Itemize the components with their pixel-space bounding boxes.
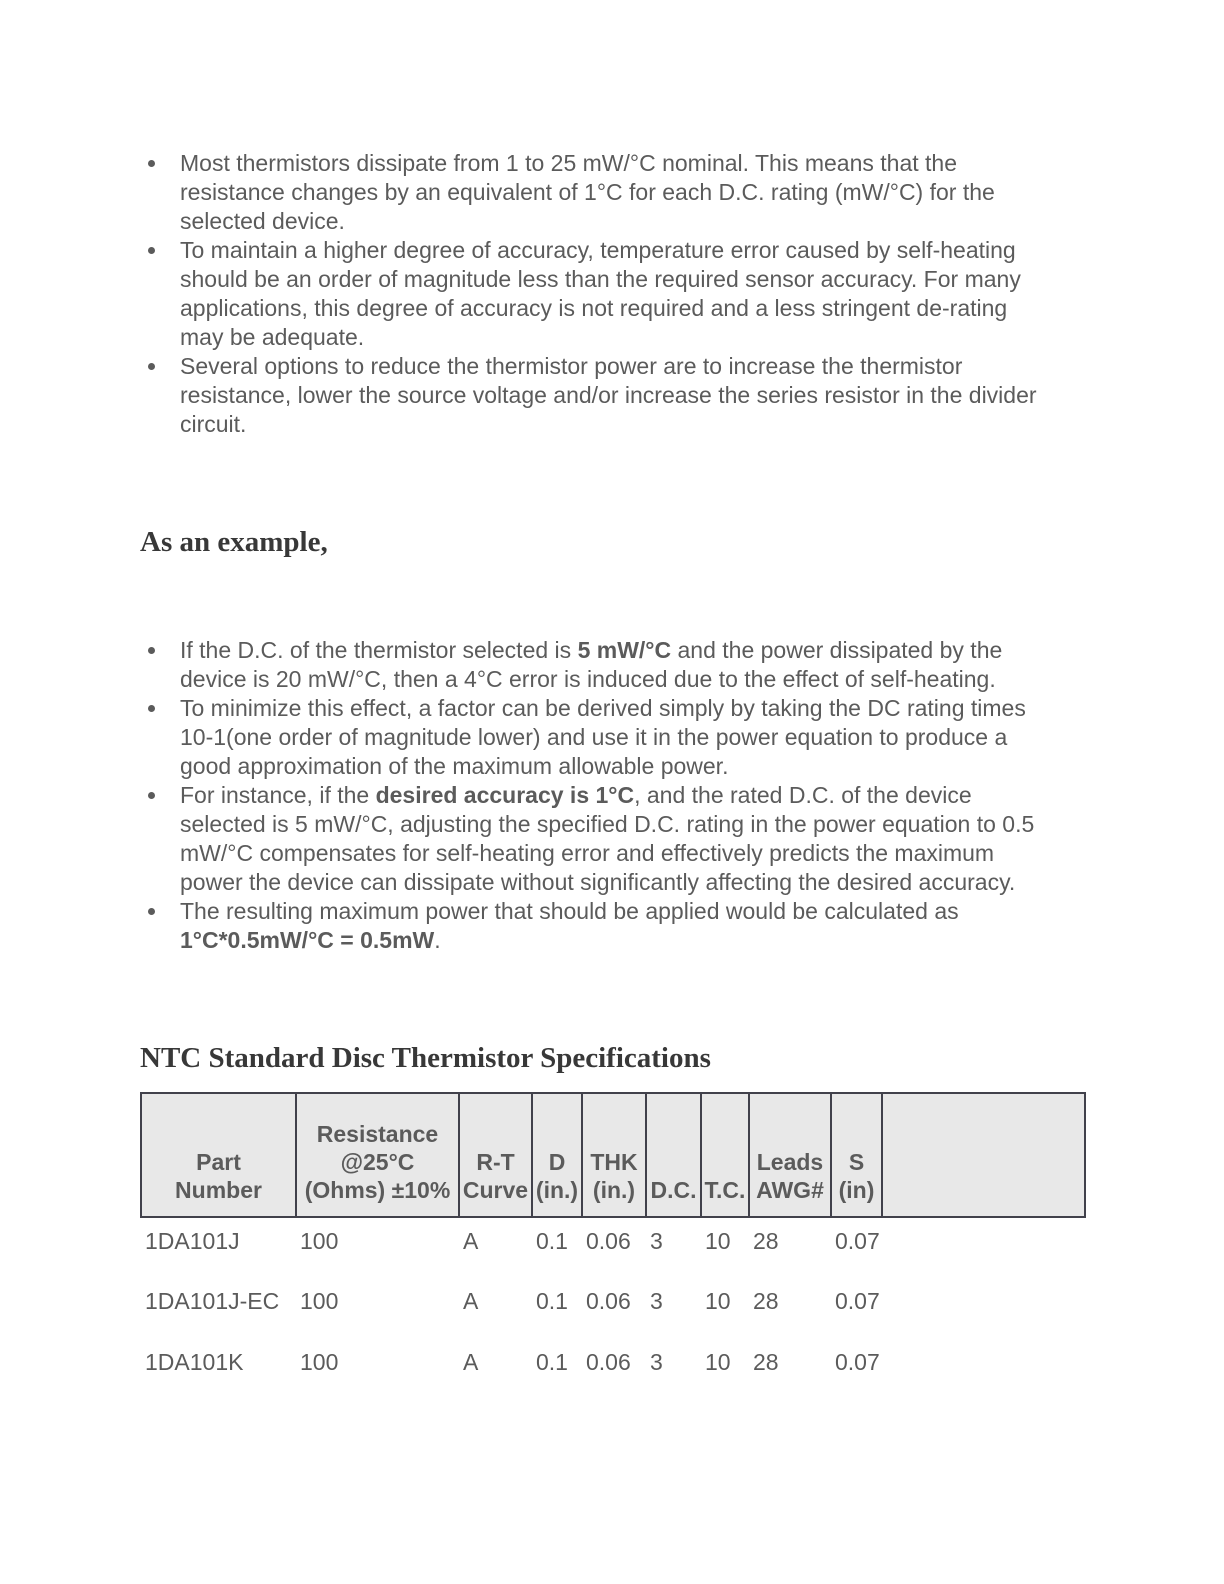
- table-cell: 0.06: [586, 1288, 631, 1314]
- table-cell: 28: [753, 1288, 779, 1314]
- bullet-text: Most thermistors dissipate from 1 to 25 mW/°C nominal. This means that the resistance changes by an equivalent of 1°C for each D.C. rating (mW/°C) for the selected device.: [180, 150, 995, 234]
- bullet-icon: [148, 908, 155, 915]
- table-cell: 100: [300, 1288, 339, 1314]
- table-cell: 3: [650, 1228, 663, 1254]
- bullet-item: [140, 352, 1072, 439]
- section-heading-as-an-example: As an example,: [140, 526, 328, 558]
- table-cell: [882, 1217, 1085, 1278]
- table-cell: 3: [650, 1288, 663, 1314]
- column-header: THK (in.): [582, 1093, 646, 1217]
- table-cell: 0.1: [536, 1349, 568, 1375]
- bullet-item: [140, 149, 1072, 236]
- table-cell: 100: [300, 1228, 339, 1254]
- spec-table-body: [141, 1217, 1085, 1400]
- table-cell: A: [463, 1228, 479, 1254]
- column-header: Part Number: [141, 1093, 296, 1217]
- table-cell: 0.07: [835, 1288, 880, 1314]
- table-cell: [882, 1339, 1085, 1400]
- bullet-icon: [148, 363, 155, 370]
- bullet-item: [140, 897, 1072, 955]
- section-heading-ntc-specs: NTC Standard Disc Thermistor Specifications: [140, 1042, 711, 1074]
- bullet-list-example-notes: [140, 636, 1072, 955]
- table-cell: A: [463, 1349, 479, 1375]
- spec-table-header: [141, 1093, 1085, 1217]
- bullet-text: For instance, if the desired accuracy is 1°C, and the rated D.C. of the device selected is 5 mW/°C, adjusting the specified D.C. rating in the power equation to 0.5 mW/°C compensates for self-heating error and effectively predicts the maximum power the device can dissipate without significantly affecting the desired accuracy.: [180, 782, 1035, 895]
- table-cell: 0.06: [586, 1349, 631, 1375]
- bullet-icon: [148, 160, 155, 167]
- table-cell: A: [463, 1288, 479, 1314]
- table-cell: 0.07: [835, 1228, 880, 1254]
- column-header: D.C.: [646, 1093, 701, 1217]
- column-header: Resistance @25°C (Ohms) ±10%: [296, 1093, 459, 1217]
- table-cell: 0.1: [536, 1228, 568, 1254]
- table-cell: [882, 1278, 1085, 1339]
- bullet-text: To minimize this effect, a factor can be derived simply by taking the DC rating times 10-1(one order of magnitude lower) and use it in the power equation to produce a good approximation of the maximum allowable power.: [180, 695, 1026, 779]
- table-cell: 10: [705, 1288, 731, 1314]
- table-cell: 28: [753, 1349, 779, 1375]
- table-cell: 0.1: [536, 1288, 568, 1314]
- bullet-icon: [148, 647, 155, 654]
- table-cell: 28: [753, 1228, 779, 1254]
- bullet-icon: [148, 705, 155, 712]
- bullet-text: Several options to reduce the thermistor power are to increase the thermistor resistance, lower the source voltage and/or increase the series resistor in the divider circuit.: [180, 353, 1037, 437]
- column-header: T.C.: [701, 1093, 749, 1217]
- column-header: D (in.): [532, 1093, 582, 1217]
- bullet-text: To maintain a higher degree of accuracy, temperature error caused by self-heating should be an order of magnitude less than the required sensor accuracy. For many applications, this degree of accuracy is not required and a less stringent de-rating may be adequate.: [180, 237, 1021, 350]
- bullet-item: [140, 236, 1072, 352]
- bullet-text: The resulting maximum power that should be applied would be calculated as 1°C*0.5mW/°C = 0.5mW.: [180, 898, 959, 953]
- ntc-spec-table: [140, 1092, 1086, 1400]
- table-cell: 10: [705, 1228, 731, 1254]
- table-cell: 3: [650, 1349, 663, 1375]
- table-row: [141, 1217, 1085, 1278]
- bullet-icon: [148, 247, 155, 254]
- table-cell: 1DA101K: [145, 1349, 244, 1375]
- bullet-list-thermistor-notes: [140, 149, 1072, 439]
- column-header: R-T Curve: [459, 1093, 532, 1217]
- bullet-item: [140, 781, 1072, 897]
- column-header: Leads AWG#: [749, 1093, 831, 1217]
- column-header: [882, 1093, 1085, 1217]
- table-cell: 1DA101J-EC: [145, 1288, 280, 1314]
- table-row: [141, 1278, 1085, 1339]
- table-cell: 10: [705, 1349, 731, 1375]
- table-cell: 1DA101J: [145, 1228, 240, 1254]
- table-cell: 0.06: [586, 1228, 631, 1254]
- column-header: S (in): [831, 1093, 882, 1217]
- table-cell: 0.07: [835, 1349, 880, 1375]
- bullet-icon: [148, 792, 155, 799]
- table-row: [141, 1339, 1085, 1400]
- table-cell: 100: [300, 1349, 339, 1375]
- header-row: [141, 1093, 1085, 1217]
- bullet-text: If the D.C. of the thermistor selected is 5 mW/°C and the power dissipated by the device is 20 mW/°C, then a 4°C error is induced due to the effect of self-heating.: [180, 637, 1003, 692]
- bullet-item: [140, 636, 1072, 694]
- bullet-item: [140, 694, 1072, 781]
